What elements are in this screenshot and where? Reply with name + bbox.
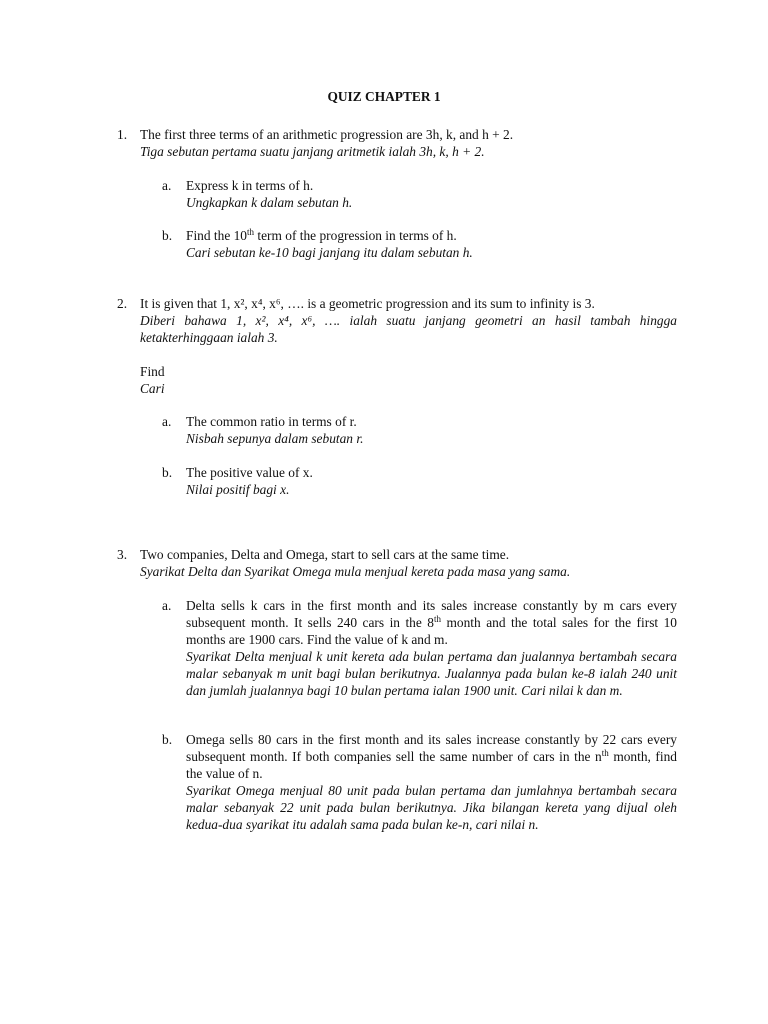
question-3 [117, 546, 677, 580]
subquestion-text-en: Find the 10th term of the progression in terms of h. [186, 227, 457, 243]
subquestion-label: b. [162, 465, 173, 480]
subquestion-text-my: Syarikat Delta menjual k unit kereta ada bulan pertama dan jualannya bertambah secara malar sebanyak m unit bagi bulan berikutnya. Jualannya pada bulan ke-8 ialah 240 unit dan jumlah jualannya bagi 10 bulan pertama ialan 1900 unit. Cari nilai k dan m. [186, 649, 677, 698]
question-2b [162, 464, 677, 498]
question-number: 3. [117, 547, 128, 562]
subquestion-label: b. [162, 732, 173, 747]
subquestion-label: a. [162, 598, 172, 613]
subquestion-text-my: Ungkapkan k dalam sebutan h. [186, 195, 353, 210]
question-text-en: It is given that 1, x², x⁴, x⁶, …. is a geometric progression and its sum to infinity is 3. [140, 296, 595, 311]
question-3a [162, 597, 677, 699]
question-number: 1. [117, 127, 128, 142]
question-2a [162, 413, 677, 447]
question-1 [117, 126, 677, 160]
subquestion-text-my: Nilai positif bagi x. [186, 482, 290, 497]
question-3b [162, 731, 677, 833]
question-1a [162, 177, 677, 211]
subquestion-label: a. [162, 178, 172, 193]
question-text-en: Two companies, Delta and Omega, start to sell cars at the same time. [140, 547, 510, 562]
question-2 [117, 295, 677, 346]
find-text-en: Find [140, 364, 165, 379]
subquestion-text-en: The positive value of x. [186, 465, 313, 480]
subquestion-text-my: Cari sebutan ke-10 bagi janjang itu dalam sebutan h. [186, 245, 473, 260]
subquestion-text-en: Omega sells 80 cars in the first month and its sales increase constantly by 22 cars every subsequent month. If both companies sell the same number of cars in the $n^{th}$ month, find the value of n. [186, 732, 678, 781]
find-instruction [117, 363, 677, 397]
subquestion-label: a. [162, 414, 172, 429]
subquestion-text-en: The common ratio in terms of r. [186, 414, 357, 429]
question-text-my: Tiga sebutan pertama suatu janjang aritmetik ialah 3h, k, h + 2. [140, 144, 485, 159]
question-1b [162, 227, 677, 261]
subquestion-text-en: Delta sells k cars in the first month and its sales increase constantly by m cars every subsequent month. It sells 240 cars in the 8th month and the total sales for the first 10 months are 1900 cars. Find the value of k and m. [186, 598, 677, 647]
find-text-my: Cari [140, 381, 165, 396]
subquestion-label: b. [162, 228, 173, 243]
question-text-my: Diberi bahawa 1, x², x⁴, x⁶, …. ialah suatu janjang geometri an hasil tambah hingga ketakterhinggaan ialah 3. [140, 313, 677, 345]
subquestion-text-my: Nisbah sepunya dalam sebutan r. [186, 431, 364, 446]
question-text-en: The first three terms of an arithmetic progression are 3h, k, and h + 2. [140, 127, 514, 142]
page-title: QUIZ CHAPTER 1 [327, 89, 441, 104]
question-number: 2. [117, 296, 128, 311]
subquestion-text-my: Syarikat Omega menjual 80 unit pada bulan pertama dan jumlahnya bertambah secara malar sebanyak 22 unit pada bulan berikutnya. Jika bilangan kereta yang dijual oleh kedua-dua syarikat itu adalah sama pada bulan ke-n, cari nilai n. [186, 783, 677, 832]
subquestion-text-en: Express k in terms of h. [186, 178, 314, 193]
question-text-my: Syarikat Delta dan Syarikat Omega mula menjual kereta pada masa yang sama. [140, 564, 571, 579]
